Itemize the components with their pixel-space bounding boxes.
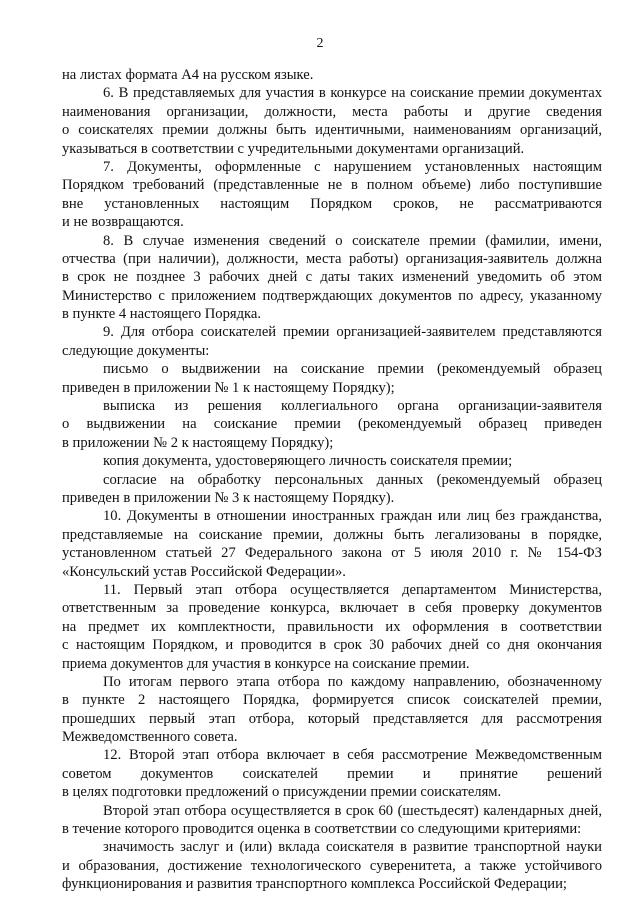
text-line: 12. Второй этап отбора включает в себя рассмотрение Межведомственным (103, 747, 602, 764)
text-line: в срок не позднее 3 рабочих дней с даты таких изменений уведомить об этом (62, 269, 602, 286)
text-line: в пункте 2 настоящего Порядка, формируется список соискателей премии, (62, 692, 602, 709)
text-line: 7. Документы, оформленные с нарушением установленных настоящим (103, 158, 602, 175)
text-line: Министерство с приложением подтверждающих документов по адресу, указанному (62, 287, 602, 304)
text-line: приведен в приложении № 1 к настоящему Порядку); (62, 379, 395, 396)
text-line: с настоящим Порядком, и проводится в срок 30 рабочих дней со дня окончания (62, 637, 602, 654)
text-line: приведен в приложении № 3 к настоящему Порядку). (62, 489, 395, 506)
text-line: По итогам первого этапа отбора по каждому направлению, обозначенному (103, 673, 602, 690)
text-line: приема документов для участия в конкурсе на соискание премии. (62, 655, 470, 672)
text-line: 11. Первый этап отбора осуществляется департаментом Министерства, (103, 581, 602, 598)
text-line: ответственным за проведение конкурса, включает в себя проверку документов (62, 600, 602, 617)
text-line: и не возвращаются. (62, 214, 184, 231)
text-line: в приложении № 2 к настоящему Порядку); (62, 434, 334, 451)
text-line: о выдвижении на соискание премии (рекомендуемый образец приведен (62, 416, 602, 433)
text-line: функционирования и развития транспортного комплекса Российской Федерации; (62, 876, 567, 893)
text-line: «Консульский устав Российской Федерации». (62, 563, 346, 580)
text-line: и образования, достижение технологического суверенитета, а также устойчивого (62, 857, 602, 874)
text-line: Второй этап отбора осуществляется в срок 60 (шестьдесят) календарных дней, (103, 802, 602, 819)
text-line: 9. Для отбора соискателей премии организацией-заявителем представляются (103, 324, 602, 341)
text-line: в течение которого проводится оценка в соответствии со следующими критериями: (62, 821, 582, 838)
text-line: 10. Документы в отношении иностранных граждан или лиц без гражданства, (103, 508, 602, 525)
text-line: копия документа, удостоверяющего личность соискателя премии; (103, 453, 513, 470)
text-line: советом документов соискателей премии и принятие решений (62, 765, 602, 782)
text-line: Межведомственного совета. (62, 729, 238, 746)
text-line: представляемые на соискание премии, должны быть легализованы в порядке, (62, 526, 602, 543)
text-line: указываться в соответствии с учредительными документами организаций. (62, 140, 525, 157)
text-line: в пункте 4 настоящего Порядка. (62, 306, 262, 323)
text-line: Порядком требований (представленные не в полном объеме) либо поступившие (62, 177, 602, 194)
text-line: наименования организации, должности, места работы и другие сведения (62, 103, 602, 120)
text-line: 6. В представляемых для участия в конкурсе на соискание премии документах (103, 85, 602, 102)
text-line: письмо о выдвижении на соискание премии (рекомендуемый образец (103, 361, 602, 378)
text-line: выписка из решения коллегиального органа организации-заявителя (103, 398, 602, 415)
text-line: о соискателях премии должны быть идентичными, наименованиям организаций, (62, 122, 602, 139)
text-line: установленном статьей 27 Федерального закона от 5 июля 2010 г. № 154-ФЗ (62, 545, 602, 562)
text-line: вне установленных настоящим Порядком сроков, не рассматриваются (62, 195, 602, 212)
text-line: следующие документы: (62, 342, 210, 359)
text-line: отчества (при наличии), должности, места работы) организация-заявитель должна (62, 250, 602, 267)
text-line: согласие на обработку персональных данных (рекомендуемый образец (103, 471, 602, 488)
document-body (62, 66, 602, 894)
page-number: 2 (316, 36, 324, 51)
text-line: в целях подготовки предложений о присуждении премии соискателям. (62, 784, 502, 801)
text-line: на предмет их комплектности, правильности их оформления в соответствии (62, 618, 602, 635)
text-line: значимость заслуг и (или) вклада соискателя в развитие транспортной науки (103, 839, 602, 856)
text-line: 8. В случае изменения сведений о соискателе премии (фамилии, имени, (103, 232, 602, 249)
text-line: прошедших первый этап отбора, который представляется для рассмотрения (62, 710, 602, 727)
text-line: на листах формата А4 на русском языке. (62, 67, 314, 83)
